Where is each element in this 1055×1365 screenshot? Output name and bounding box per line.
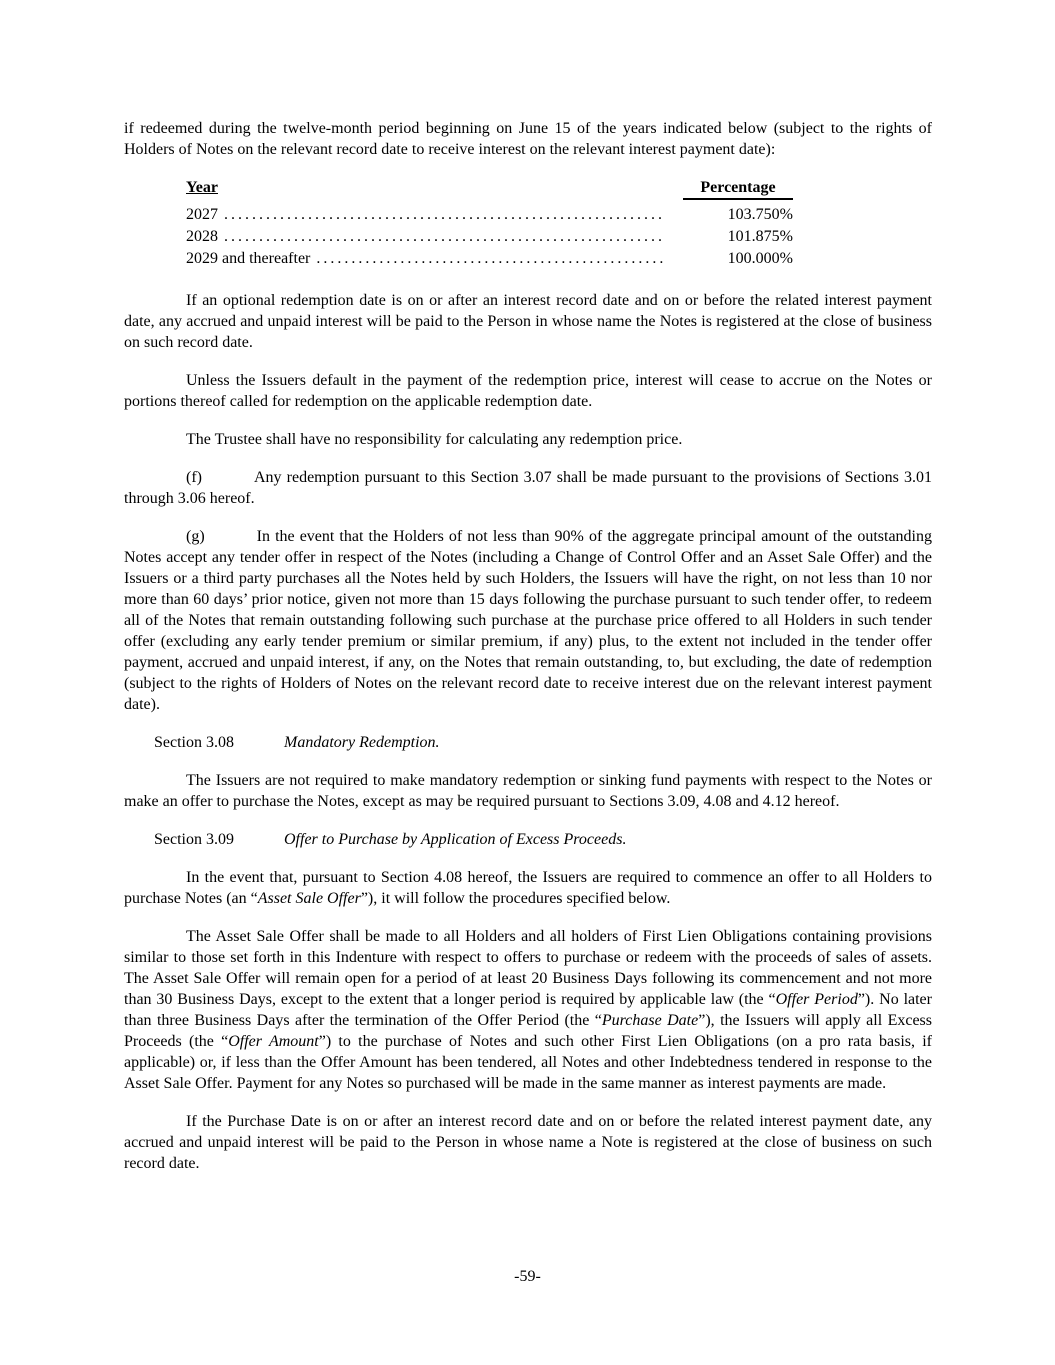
paragraph-interest-cease (124, 370, 932, 412)
text-segment: Section 3.09 (154, 831, 234, 848)
text-segment: (f) (186, 469, 202, 486)
text-segment: If an optional redemption date is on or after an interest record date and on or before the related interest payment date, any accrued and unpaid interest will be paid to the Person in whose name the Notes is registered at the close of business on such record date. (124, 292, 932, 351)
paragraph-optional-redemption (124, 290, 932, 353)
paragraph-clause-f (124, 467, 932, 509)
text-segment: The Asset Sale Offer shall be made to all Holders and all holders of First Lien Obligations containing provisions similar to those set forth in this Indenture with respect to offers to purchase or redeem with the proceeds of sales of assets. The Asset Sale Offer will remain open for a period of at least 20 Business Days following its commencement and not more than 30 Business Days, except to the extent that a longer period is required by applicable law (the “ (124, 928, 932, 1008)
text-segment: ”). No later than three Business Days after the termination of the Offer Period (the “ (124, 991, 932, 1029)
table-cell-percentage: 103.750% (727, 206, 793, 223)
text-segment: Purchase Date (601, 1012, 699, 1029)
text-segment: The Trustee shall have no responsibility for calculating any redemption price. (186, 431, 683, 448)
table-row (186, 248, 793, 270)
paragraph-clause-g (124, 526, 932, 715)
text-segment: ”), the Issuers will apply all Excess Proceeds (the “ (124, 1012, 932, 1050)
text-segment: ”) to the purchase of Notes and such other First Lien Obligations (on a pro rata basis, if applicable) or, if less than the Offer Amount has been tendered, all Notes and other Indebtedness tendered in response to the Asset Sale Offer. Payment for any Notes so purchased will be made in the same manner as interest payments are made. (124, 1033, 933, 1092)
page-body (124, 118, 932, 1191)
text-segment: Any redemption pursuant to this Section 3.07 shall be made pursuant to the provisions of Sections 3.01 through 3.06 hereof. (124, 469, 932, 507)
dot-leader (224, 226, 665, 247)
text-segment: In the event that the Holders of not less than 90% of the aggregate principal amount of the outstanding Notes accept any tender offer in respect of the Notes (including a Change of Control Offer and an Asset Sale Offer) and the Issuers or a third party purchases all the Notes held by such Holders, the Issuers will have the right, on not less than 10 nor more than 60 days’ prior notice, given not more than 15 days following the purchase pursuant to such tender offer, to redeem all of the Notes that remain outstanding following such purchase at the purchase price offered to all Holders in such tender offer (excluding any early tender premium or similar premium, if any) plus, to the extent not included in the tender offer payment, accrued and unpaid interest, if any, on the Notes that remain outstanding, to, but excluding, the date of redemption (subject to the rights of Holders of Notes on the relevant record date to receive interest due on the relevant interest payment date). (124, 528, 932, 713)
text-segment: If the Purchase Date is on or after an interest record date and on or before the related interest payment date, any accrued and unpaid interest will be paid to the Person in whose name a Note is registered at the close of business on such record date. (124, 1113, 932, 1172)
table-cell-year: 2028 (186, 228, 218, 245)
text-segment: The Issuers are not required to make mandatory redemption or sinking fund payments with respect to the Notes or make an offer to purchase the Notes, except as may be required pursuant to Sections 3.09, 4.08 and 4.12 hereof. (124, 772, 932, 810)
paragraph-asset-sale-intro (124, 867, 932, 909)
text-segment: if redeemed during the twelve-month period beginning on June 15 of the years indicated below (subject to the rights of Holders of Notes on the relevant record date to receive interest on the relevant interest payment date): (124, 120, 932, 158)
page-number: -59- (514, 1268, 541, 1285)
table-cell-year: 2027 (186, 206, 218, 223)
section-heading-3-08 (124, 732, 932, 753)
table-cell-percentage: 100.000% (727, 250, 793, 267)
text-segment: Unless the Issuers default in the payment of the redemption price, interest will cease to accrue on the Notes or portions thereof called for redemption on the applicable redemption date. (124, 372, 932, 410)
paragraph-asset-sale-body (124, 926, 932, 1094)
table-header-percentage: Percentage (683, 177, 793, 200)
table-row (186, 226, 793, 248)
redemption-price-table (186, 177, 793, 270)
section-heading-3-09 (124, 829, 932, 850)
text-segment: Section 3.08 (154, 734, 234, 751)
text-segment: Offer Period (775, 991, 858, 1008)
paragraph-intro (124, 118, 932, 160)
paragraph-purchase-date (124, 1111, 932, 1174)
text-segment: ”), it will follow the procedures specified below. (360, 890, 671, 907)
table-header-row (186, 177, 793, 198)
text-segment: Mandatory Redemption. (284, 734, 440, 751)
table-cell-year: 2029 and thereafter (186, 250, 311, 267)
table-header-year: Year (186, 179, 218, 196)
text-segment: Offer to Purchase by Application of Excess Proceeds. (284, 831, 627, 848)
dot-leader (224, 204, 665, 225)
paragraph-trustee (124, 429, 932, 450)
dot-leader (316, 248, 665, 269)
text-segment: Asset Sale Offer (257, 890, 361, 907)
table-row (186, 204, 793, 226)
text-segment: Offer Amount (228, 1033, 319, 1050)
table-cell-percentage: 101.875% (727, 228, 793, 245)
text-segment: In the event that, pursuant to Section 4.08 hereof, the Issuers are required to commence an offer to all Holders to purchase Notes (an “ (124, 869, 932, 907)
paragraph-mandatory-redemption-body (124, 770, 932, 812)
text-segment: (g) (186, 528, 205, 545)
